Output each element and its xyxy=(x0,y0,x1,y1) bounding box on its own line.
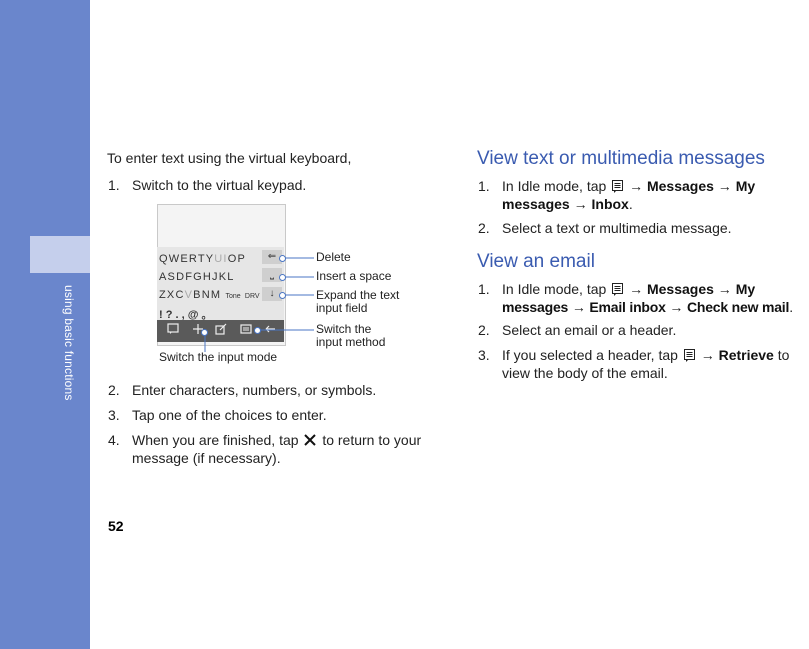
close-icon xyxy=(304,434,316,446)
callout-switch-method: Switch the input method xyxy=(316,322,386,349)
callout-dot-mode xyxy=(201,329,208,336)
callout-dot-space xyxy=(279,274,286,281)
keyboard-row-4: ! ? . , @ 。 xyxy=(159,309,213,321)
space-key: ⎵ xyxy=(262,268,282,282)
keyboard-row-1: QWERTYUIOP xyxy=(159,253,246,265)
callout-switch-mode: Switch the input mode xyxy=(159,350,278,364)
callout-expand: Expand the text input field xyxy=(316,288,400,315)
callout-insert-space: Insert a space xyxy=(316,269,392,283)
callout-dot-delete xyxy=(279,255,286,262)
callout-dot-method xyxy=(254,327,261,334)
step-number: 1. xyxy=(108,177,120,193)
callout-delete: Delete xyxy=(316,250,351,264)
sidebar-label: using basic functions xyxy=(62,285,76,401)
keyboard-row-2: ASDFGHJKL xyxy=(159,271,235,283)
section-title-view-email: View an email xyxy=(477,251,595,272)
menu-icon xyxy=(684,349,695,362)
tone-key-label: Tone xyxy=(225,293,241,300)
keyboard-row-3: ZXCVBNM Tone DRV xyxy=(159,289,260,301)
menu-icon xyxy=(612,180,623,193)
step-text: Switch to the virtual keypad. xyxy=(132,177,307,193)
delete-key: ⇐ xyxy=(262,250,282,264)
expand-key: ↓ xyxy=(262,287,282,301)
menu-icon xyxy=(612,283,623,296)
page-number: 52 xyxy=(108,518,124,534)
drv-key-label: DRV xyxy=(244,293,260,300)
section-title-view-messages: View text or multimedia messages xyxy=(477,148,765,169)
intro-text: To enter text using the virtual keyboard, xyxy=(107,150,352,166)
callout-dot-expand xyxy=(279,292,286,299)
